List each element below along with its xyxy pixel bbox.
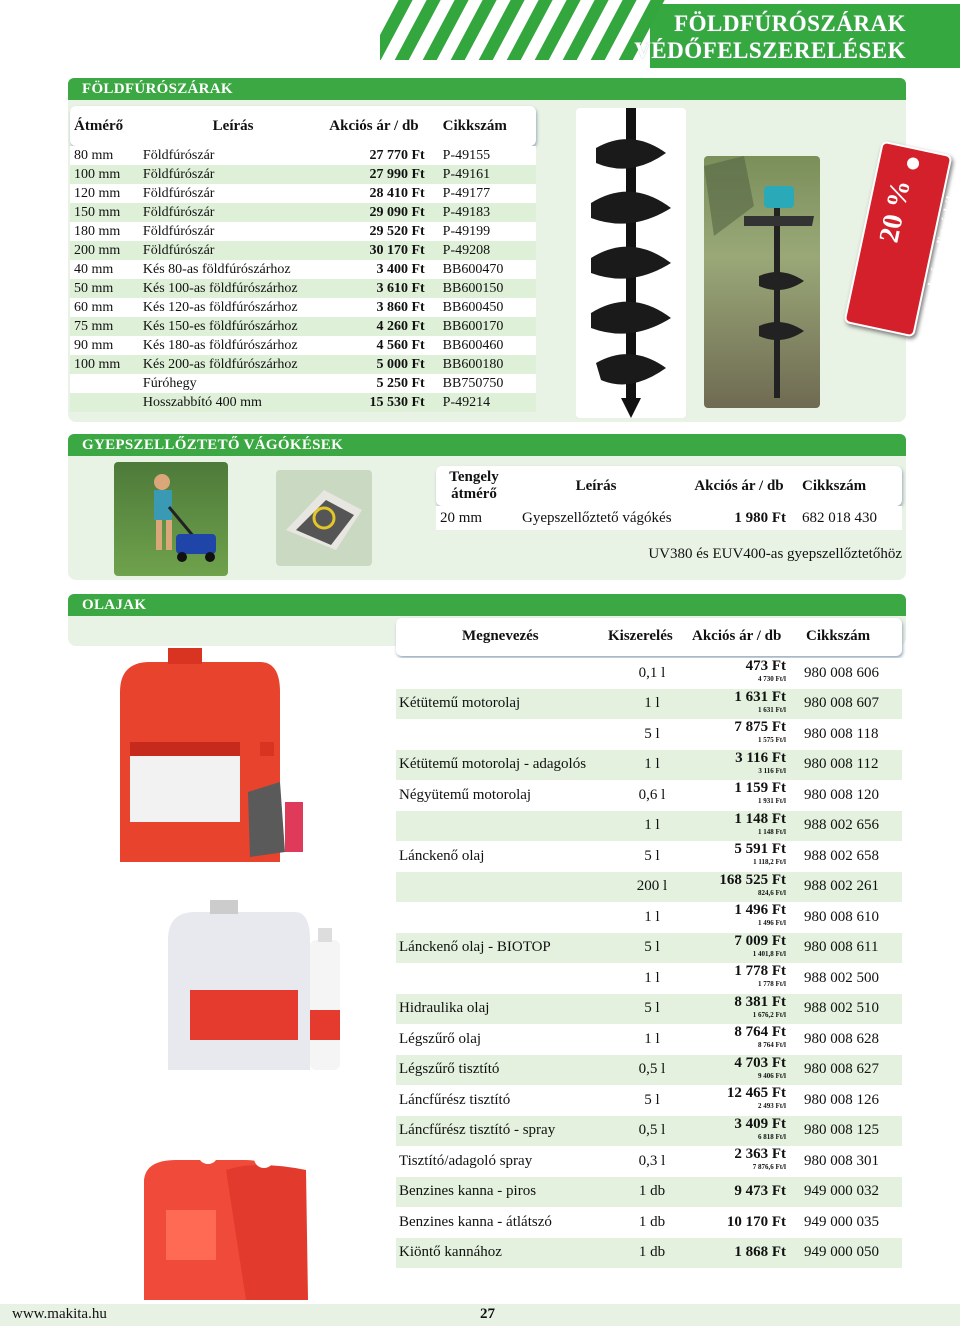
cell-pack: 5 l [602, 841, 692, 872]
unit-price: 1 401,8 Ft/l [752, 949, 786, 958]
cell-name: Láncfűrész tisztító - spray [396, 1116, 602, 1147]
cell-name [396, 719, 602, 750]
col-axle-line2: átmérő [451, 486, 497, 502]
table-row [396, 902, 902, 933]
cell-pack: 1 l [602, 811, 692, 842]
col-pack: Kiszerelés [608, 628, 673, 644]
cell-code: 980 008 118 [796, 719, 902, 750]
cell-price [692, 1085, 796, 1116]
cell-code: 980 008 126 [796, 1085, 902, 1116]
price-value: 1 159 Ft [734, 780, 786, 797]
cell-description: Földfúrószár [141, 184, 323, 203]
col-description: Leírás [212, 117, 254, 134]
cell-price [692, 750, 796, 781]
cell-price: 5 000 Ft [323, 355, 434, 374]
cell-name: Négyütemű motorolaj [396, 780, 602, 811]
cell-name [396, 658, 602, 689]
unit-price: 2 493 Ft/l [758, 1102, 786, 1111]
cell-diameter: 50 mm [70, 279, 141, 298]
table-row [70, 336, 536, 355]
unit-price: 1 118,2 Ft/l [753, 858, 786, 867]
table-row [396, 658, 902, 689]
aerator-blade-photo [276, 470, 372, 566]
cell-code: P-49208 [435, 241, 536, 260]
unit-price: 1 496 Ft/l [758, 919, 786, 928]
cell-code: 682 018 430 [802, 509, 877, 526]
table-row [436, 506, 902, 530]
cell-description: Földfúrószár [141, 241, 323, 260]
cell-price: 29 520 Ft [323, 222, 434, 241]
price-value: 1 778 Ft [734, 963, 786, 980]
cell-code: P-49199 [435, 222, 536, 241]
price-value: 473 Ft [745, 658, 786, 675]
cell-code: 980 008 611 [796, 933, 902, 964]
price-value: 8 764 Ft [734, 1024, 786, 1041]
cell-price: 4 560 Ft [323, 336, 434, 355]
table-row [396, 933, 902, 964]
page-title-line1: FÖLDFÚRÓSZÁRAK [674, 11, 906, 36]
table-row [70, 165, 536, 184]
cell-price [692, 872, 796, 903]
page-number: 27 [480, 1306, 495, 1322]
cell-description: Földfúrószár [141, 146, 323, 165]
cell-description: Kés 150-es földfúrószárhoz [141, 317, 323, 336]
unit-price: 1 631 Ft/l [758, 705, 786, 714]
fuel-can-image [136, 1140, 318, 1304]
cell-code: 980 008 628 [796, 1024, 902, 1055]
table-row [396, 750, 902, 781]
cell-code: BB600170 [435, 317, 536, 336]
cell-price: 3 400 Ft [323, 260, 434, 279]
cell-name [396, 963, 602, 994]
oils-table [396, 658, 902, 1268]
page-title-line2: VÉDŐFELSZERELÉSEK [634, 38, 906, 63]
cell-name [396, 811, 602, 842]
cell-diameter: 20 mm [440, 509, 483, 526]
col-code: Cikkszám [802, 477, 867, 494]
cell-diameter: 75 mm [70, 317, 141, 336]
cell-code: P-49177 [435, 184, 536, 203]
cell-code: P-49155 [435, 146, 536, 165]
aerator-table [436, 466, 902, 530]
cell-code: 980 008 125 [796, 1116, 902, 1147]
cell-code: P-49161 [435, 165, 536, 184]
unit-price: 1 778 Ft/l [758, 980, 786, 989]
section-header-oils: OLAJAK [68, 594, 906, 616]
price-value: 1 148 Ft [734, 810, 786, 827]
footer-url[interactable]: www.makita.hu [12, 1306, 107, 1322]
oil-canister-image [110, 642, 342, 880]
unit-price: 3 116 Ft/l [758, 766, 786, 775]
cell-code: P-49214 [435, 393, 536, 412]
cell-price [692, 1177, 796, 1208]
auger-usage-photo [704, 156, 820, 408]
cell-code: 980 008 301 [796, 1146, 902, 1177]
cell-description: Kés 120-as földfúrószárhoz [141, 298, 323, 317]
cell-code: 980 008 120 [796, 780, 902, 811]
cell-diameter: 80 mm [70, 146, 141, 165]
cell-pack: 1 db [602, 1177, 692, 1208]
cell-diameter: 120 mm [70, 184, 141, 203]
cell-pack: 0,6 l [602, 780, 692, 811]
table-row [396, 1146, 902, 1177]
table-row [70, 298, 536, 317]
cell-code: 949 000 035 [796, 1207, 902, 1238]
tag-hole [906, 156, 920, 170]
cell-pack: 1 l [602, 689, 692, 720]
price-value: 10 170 Ft [726, 1213, 786, 1230]
cell-pack: 1 db [602, 1238, 692, 1269]
table-row [396, 1207, 902, 1238]
unit-price: 1 575 Ft/l [758, 736, 786, 745]
biotop-oil-image [160, 900, 360, 1076]
cell-code: 949 000 032 [796, 1177, 902, 1208]
page-title [634, 10, 906, 64]
cell-code: BB600180 [435, 355, 536, 374]
cell-price [692, 811, 796, 842]
unit-price: 7 876,6 Ft/l [752, 1163, 786, 1172]
cell-price [692, 1116, 796, 1147]
cell-price [692, 994, 796, 1025]
table-row [70, 260, 536, 279]
table-row [396, 1055, 902, 1086]
price-value: 1 868 Ft [734, 1244, 786, 1261]
cell-price: 1 980 Ft [734, 509, 786, 526]
cell-description: Fúróhegy [141, 374, 323, 393]
table-row [70, 184, 536, 203]
section-header-aerator: GYEPSZELLŐZTETŐ VÁGÓKÉSEK [68, 434, 906, 456]
cell-pack: 200 l [602, 872, 692, 903]
price-value: 7 875 Ft [734, 719, 786, 736]
cell-pack: 1 l [602, 902, 692, 933]
table-row [70, 355, 536, 374]
cell-name [396, 902, 602, 933]
cell-code: 980 008 606 [796, 658, 902, 689]
table-row [396, 1238, 902, 1269]
col-price: Akciós ár / db [694, 477, 784, 494]
cell-pack: 1 l [602, 750, 692, 781]
unit-price: 1 676,2 Ft/l [752, 1010, 786, 1019]
cell-diameter: 40 mm [70, 260, 141, 279]
cell-code: BB600150 [435, 279, 536, 298]
discount-text: engedmény a listaárból [919, 194, 958, 314]
cell-name: Benzines kanna - piros [396, 1177, 602, 1208]
cell-price [692, 719, 796, 750]
cell-code: 980 008 607 [796, 689, 902, 720]
cell-price: 3 860 Ft [323, 298, 434, 317]
cell-description: Kés 80-as földfúrószárhoz [141, 260, 323, 279]
cell-code: 988 002 500 [796, 963, 902, 994]
col-code: Cikkszám [806, 628, 871, 644]
cell-code: BB600460 [435, 336, 536, 355]
col-description: Leírás [575, 477, 617, 494]
cell-diameter: 200 mm [70, 241, 141, 260]
table-row [70, 146, 536, 165]
cell-description: Kés 180-as földfúrószárhoz [141, 336, 323, 355]
cell-name: Lánckenő olaj - BIOTOP [396, 933, 602, 964]
cell-price: 15 530 Ft [323, 393, 434, 412]
cell-name: Hidraulika olaj [396, 994, 602, 1025]
cell-price [692, 1024, 796, 1055]
table-row [396, 811, 902, 842]
cell-pack: 1 db [602, 1207, 692, 1238]
unit-price: 9 406 Ft/l [758, 1071, 786, 1080]
cell-price [692, 963, 796, 994]
cell-name: Légszűrő olaj [396, 1024, 602, 1055]
cell-name: Lánckenő olaj [396, 841, 602, 872]
cell-diameter: 180 mm [70, 222, 141, 241]
cell-name: Láncfűrész tisztító [396, 1085, 602, 1116]
section-header-augers: FÖLDFÚRÓSZÁRAK [68, 78, 906, 100]
table-row [396, 689, 902, 720]
cell-price [692, 658, 796, 689]
unit-price: 1 931 Ft/l [758, 797, 786, 806]
table-row [70, 317, 536, 336]
cell-name: Kiöntő kannához [396, 1238, 602, 1269]
col-code: Cikkszám [442, 117, 507, 134]
col-axle [436, 466, 512, 506]
cell-name: Légszűrő tisztító [396, 1055, 602, 1086]
table-row [70, 241, 536, 260]
cell-price [692, 1055, 796, 1086]
cell-code: BB600470 [435, 260, 536, 279]
table-header [70, 106, 536, 146]
cell-code: 988 002 261 [796, 872, 902, 903]
cell-pack: 0,5 l [602, 1055, 692, 1086]
table-row [396, 963, 902, 994]
table-row [70, 374, 536, 393]
price-value: 9 473 Ft [734, 1183, 786, 1200]
cell-code: 949 000 050 [796, 1238, 902, 1269]
cell-code: 988 002 658 [796, 841, 902, 872]
cell-price [692, 1146, 796, 1177]
price-value: 1 496 Ft [734, 902, 786, 919]
cell-code: 980 008 610 [796, 902, 902, 933]
cell-name: Kétütemű motorolaj [396, 689, 602, 720]
cell-description: Földfúrószár [141, 222, 323, 241]
unit-price: 824,6 Ft/l [758, 888, 786, 897]
cell-diameter: 150 mm [70, 203, 141, 222]
cell-pack: 0,5 l [602, 1116, 692, 1147]
unit-price: 6 818 Ft/l [758, 1132, 786, 1141]
price-value: 12 465 Ft [726, 1085, 786, 1102]
table-row [396, 780, 902, 811]
price-value: 5 591 Ft [734, 841, 786, 858]
cell-price: 27 990 Ft [323, 165, 434, 184]
cell-price: 27 770 Ft [323, 146, 434, 165]
cell-code: BB750750 [435, 374, 536, 393]
unit-price: 8 764 Ft/l [758, 1041, 786, 1050]
table-row [396, 872, 902, 903]
cell-code: 980 008 112 [796, 750, 902, 781]
cell-pack: 5 l [602, 994, 692, 1025]
cell-code: 988 002 510 [796, 994, 902, 1025]
cell-price [692, 902, 796, 933]
col-name: Megnevezés [462, 628, 539, 644]
cell-price [692, 841, 796, 872]
price-value: 1 631 Ft [734, 688, 786, 705]
cell-description: Kés 100-as földfúrószárhoz [141, 279, 323, 298]
price-value: 168 525 Ft [719, 871, 786, 888]
price-value: 4 703 Ft [734, 1054, 786, 1071]
cell-code: 988 002 656 [796, 811, 902, 842]
col-price: Akciós ár / db [329, 117, 419, 134]
cell-name: Benzines kanna - átlátszó [396, 1207, 602, 1238]
price-value: 3 116 Ft [735, 749, 786, 766]
cell-description: Földfúrószár [141, 203, 323, 222]
cell-diameter [70, 393, 141, 412]
cell-description: Földfúrószár [141, 165, 323, 184]
unit-price: 1 148 Ft/l [758, 827, 786, 836]
cell-description: Hosszabbító 400 mm [141, 393, 323, 412]
cell-diameter: 100 mm [70, 165, 141, 184]
cell-diameter: 100 mm [70, 355, 141, 374]
table-row [396, 994, 902, 1025]
cell-pack: 1 l [602, 963, 692, 994]
cell-price [692, 933, 796, 964]
cell-name: Kétütemű motorolaj - adagolós [396, 750, 602, 781]
table-row [70, 393, 536, 412]
aerator-note: UV380 és EUV400-as gyepszellőztetőhöz [648, 546, 902, 562]
cell-price [692, 689, 796, 720]
auger-image [576, 108, 686, 418]
cell-name [396, 872, 602, 903]
cell-code: P-49183 [435, 203, 536, 222]
discount-percent: 20 % [873, 177, 917, 246]
table-row [70, 222, 536, 241]
table-row [70, 279, 536, 298]
price-value: 2 363 Ft [734, 1146, 786, 1163]
table-row [70, 203, 536, 222]
cell-diameter: 90 mm [70, 336, 141, 355]
cell-price: 5 250 Ft [323, 374, 434, 393]
cell-price [692, 780, 796, 811]
augers-table [70, 106, 536, 412]
cell-diameter [70, 374, 141, 393]
table-header [436, 466, 902, 506]
cell-price: 28 410 Ft [323, 184, 434, 203]
cell-pack: 1 l [602, 1024, 692, 1055]
footer [0, 1304, 960, 1326]
cell-description: Gyepszellőztető vágókés [522, 509, 672, 526]
table-row [396, 1024, 902, 1055]
table-row [396, 719, 902, 750]
col-diameter: Átmérő [74, 117, 124, 134]
cell-description: Kés 200-as földfúrószárhoz [141, 355, 323, 374]
cell-code: BB600450 [435, 298, 536, 317]
price-value: 8 381 Ft [734, 993, 786, 1010]
table-row [396, 1085, 902, 1116]
cell-pack: 0,3 l [602, 1146, 692, 1177]
cell-diameter: 60 mm [70, 298, 141, 317]
cell-pack: 5 l [602, 719, 692, 750]
col-price: Akciós ár / db [692, 628, 782, 644]
table-row [396, 1177, 902, 1208]
cell-price: 4 260 Ft [323, 317, 434, 336]
price-value: 7 009 Ft [734, 932, 786, 949]
cell-price: 29 090 Ft [323, 203, 434, 222]
col-axle-line1: Tengely [449, 469, 499, 485]
unit-price: 4 730 Ft/l [758, 675, 786, 684]
cell-pack: 5 l [602, 1085, 692, 1116]
cell-price: 30 170 Ft [323, 241, 434, 260]
cell-pack: 0,1 l [602, 658, 692, 689]
cell-price [692, 1238, 796, 1269]
cell-name: Tisztító/adagoló spray [396, 1146, 602, 1177]
table-row [396, 1116, 902, 1147]
cell-pack: 5 l [602, 933, 692, 964]
cell-price [692, 1207, 796, 1238]
cell-price: 3 610 Ft [323, 279, 434, 298]
cell-code: 980 008 627 [796, 1055, 902, 1086]
aerator-lawn-photo [114, 462, 228, 576]
price-value: 3 409 Ft [734, 1115, 786, 1132]
table-row [396, 841, 902, 872]
